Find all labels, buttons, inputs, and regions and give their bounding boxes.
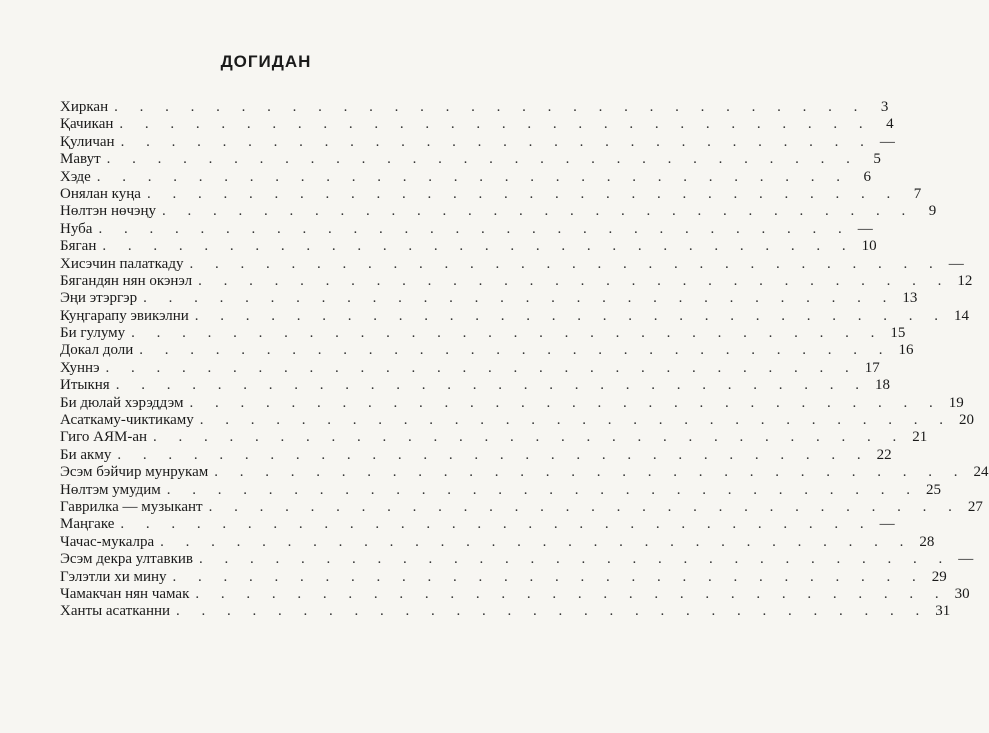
toc-entry-title: Онялан куңа <box>60 185 141 202</box>
dot-leader: . . . . . . . . . . . . . . . . . . . . . . . . . . . . . . <box>195 585 948 602</box>
toc-entry <box>60 203 937 220</box>
toc-entry-title: Би акму <box>60 446 112 463</box>
toc-entry-page: 24 <box>973 464 989 481</box>
dot-leader: . . . . . . . . . . . . . . . . . . . . . . . . . . . . . . <box>102 238 855 255</box>
dot-leader: . . . . . . . . . . . . . . . . . . . . . . . . . . . . . . <box>98 220 851 237</box>
toc-entry-page: 29 <box>931 568 947 585</box>
toc-entry-page: — <box>958 551 974 568</box>
dot-leader: . . . . . . . . . . . . . . . . . . . . . . . . . . . . . . <box>172 568 925 585</box>
toc-entry-title: Гаврилка — музыкант <box>60 498 203 515</box>
toc-entry-title: Қачикан <box>60 116 114 133</box>
toc-entry-title: Мавут <box>60 151 101 168</box>
dot-leader: . . . . . . . . . . . . . . . . . . . . . . . . . . . . . . <box>143 290 896 307</box>
toc-entry <box>60 220 873 238</box>
toc-entry <box>60 255 964 273</box>
toc-entry <box>60 238 877 255</box>
dot-leader: . . . . . . . . . . . . . . . . . . . . . . . . . . . . . . <box>194 307 948 324</box>
dot-leader: . . . . . . . . . . . . . . . . . . . . . . . . . . . . . . <box>120 516 873 533</box>
dot-leader: . . . . . . . . . . . . . . . . . . . . . . . . . . . . . . <box>208 498 961 515</box>
dot-leader: . . . . . . . . . . . . . . . . . . . . . . . . . . . . . . <box>115 377 868 394</box>
toc-entry <box>60 585 970 603</box>
toc-entry-page: 21 <box>912 429 928 446</box>
toc-entry-title: Ханты асатканни <box>60 603 171 620</box>
dot-leader: . . . . . . . . . . . . . . . . . . . . . . . . . . . . . . <box>189 394 942 411</box>
dot-leader: . . . . . . . . . . . . . . . . . . . . . . . . . . . . . . <box>162 203 915 220</box>
toc-entry-page: 7 <box>913 185 922 202</box>
toc-entry-title: Нөлтэн нөчэңу <box>60 203 156 220</box>
toc-entry-title: Чачас-мукалра <box>60 533 155 550</box>
toc-entry-page: 5 <box>873 151 881 168</box>
toc-entry <box>60 342 914 359</box>
toc-entry <box>60 307 970 325</box>
toc-entry <box>60 603 951 620</box>
toc-entry-title: Хуннэ <box>60 359 100 376</box>
toc-entry-page: 27 <box>967 498 983 515</box>
toc-entry-page: 6 <box>863 168 872 185</box>
toc-entry <box>60 99 889 116</box>
toc-entry <box>60 533 935 551</box>
toc-entry-page: 22 <box>876 446 892 463</box>
toc-entry <box>60 568 947 586</box>
toc-entry <box>60 116 894 133</box>
toc-entry-page: 31 <box>935 603 951 620</box>
toc-entry <box>60 272 973 290</box>
toc-entry <box>60 429 928 446</box>
toc-entry-page: 28 <box>919 533 935 550</box>
toc-entry-title: Хисэчин палаткаду <box>60 255 184 272</box>
toc-entry <box>60 464 989 481</box>
toc-entry-title: Итыкня <box>60 377 110 394</box>
toc-entry <box>60 168 872 186</box>
toc-entry-title: Бягандян нян окэнэл <box>60 272 193 289</box>
toc-entry <box>60 498 983 516</box>
toc-entry-title: Маңгаке <box>60 516 115 533</box>
toc-entry-title: Нөлтэм умудим <box>60 481 161 498</box>
dot-leader: . . . . . . . . . . . . . . . . . . . . . . . . . . . . . . <box>131 325 884 342</box>
toc-entry-title: Куңгарапу эвикэлни <box>60 307 189 324</box>
toc-entry-title: Би дюлай хэрэддэм <box>60 394 184 411</box>
dot-leader: . . . . . . . . . . . . . . . . . . . . . . . . . . . . . . <box>189 255 942 272</box>
toc-entry-title: Гиго АЯМ-ан <box>60 429 148 446</box>
toc-entry <box>60 551 974 568</box>
dot-leader: . . . . . . . . . . . . . . . . . . . . . . . . . . . . . . <box>119 116 872 133</box>
dot-leader: . . . . . . . . . . . . . . . . . . . . . . . . . . . . . . <box>106 151 859 168</box>
toc-entry-page: 12 <box>957 272 973 289</box>
dot-leader: . . . . . . . . . . . . . . . . . . . . . . . . . . . . . . <box>199 412 953 429</box>
toc-entry-title: Эсэм декра ултавкив <box>60 551 193 568</box>
dot-leader: . . . . . . . . . . . . . . . . . . . . . . . . . . . . . . <box>146 185 900 202</box>
toc-entry <box>60 412 975 429</box>
dot-leader: . . . . . . . . . . . . . . . . . . . . . . . . . . . . . . <box>166 481 920 498</box>
dot-leader: . . . . . . . . . . . . . . . . . . . . . . . . . . . . . . <box>96 168 850 185</box>
toc-entry-title: Эсэм бэйчир мунрукам <box>60 464 209 481</box>
toc-entry-page: 19 <box>948 394 964 411</box>
dot-leader: . . . . . . . . . . . . . . . . . . . . . . . . . . . . . . <box>214 464 967 481</box>
toc-entry-page: 10 <box>861 238 877 255</box>
toc-entry-page: — <box>857 220 873 237</box>
dot-leader: . . . . . . . . . . . . . . . . . . . . . . . . . . . . . . <box>198 272 951 289</box>
toc-entry <box>60 394 964 412</box>
toc-entry-page: 15 <box>890 325 906 342</box>
dot-leader: . . . . . . . . . . . . . . . . . . . . . . . . . . . . . . <box>153 429 906 446</box>
toc-entry-title: Хэде <box>60 168 91 185</box>
toc-entry-page: — <box>879 516 895 533</box>
toc-entry <box>60 133 895 151</box>
toc-entry <box>60 290 918 307</box>
toc-entry <box>60 516 895 533</box>
toc-entry <box>60 481 942 499</box>
toc-entry-page: 3 <box>880 99 889 115</box>
dot-leader: . . . . . . . . . . . . . . . . . . . . . . . . . . . . . . <box>105 359 858 376</box>
toc-entry-page: 17 <box>864 359 880 376</box>
toc-entry-page: 30 <box>954 585 970 602</box>
dot-leader: . . . . . . . . . . . . . . . . . . . . . . . . . . . . . . <box>160 533 913 550</box>
toc-entry-page: 25 <box>926 481 942 498</box>
dot-leader: . . . . . . . . . . . . . . . . . . . . . . . . . . . . . . <box>176 603 929 620</box>
toc-entry <box>60 446 892 464</box>
toc-entry-title: Асаткаму-чиктикаму <box>60 412 194 429</box>
toc-entry-title: Қуличан <box>60 133 115 150</box>
toc-entry-page: 13 <box>902 290 918 307</box>
toc-entry-page: 20 <box>959 412 975 429</box>
dot-leader: . . . . . . . . . . . . . . . . . . . . . . . . . . . . . . <box>139 342 892 359</box>
toc-entry-title: Гэлэтли хи мину <box>60 568 167 585</box>
toc-entry <box>60 185 922 203</box>
toc-entry-title: Би гулуму <box>60 325 126 342</box>
toc-entry <box>60 377 890 394</box>
table-of-contents <box>60 99 989 621</box>
toc-entry-title: Бяган <box>60 238 97 255</box>
toc-entry-title: Эңи этэргэр <box>60 290 138 307</box>
toc-entry-title: Хиркан <box>60 99 109 115</box>
toc-entry <box>60 359 880 377</box>
toc-entry-page: — <box>948 255 964 272</box>
toc-entry-title: Нуба <box>60 220 93 237</box>
dot-leader: . . . . . . . . . . . . . . . . . . . . . . . . . . . . . . <box>198 551 952 568</box>
toc-entry-page: — <box>879 133 895 150</box>
toc-entry-page: 4 <box>886 116 894 133</box>
dot-leader: . . . . . . . . . . . . . . . . . . . . . . . . . . . . . . <box>117 446 870 463</box>
toc-entry-page: 16 <box>898 342 914 359</box>
toc-entry-page: 18 <box>874 377 890 394</box>
toc-entry-title: Чамакчан нян чамак <box>60 585 190 602</box>
dot-leader: . . . . . . . . . . . . . . . . . . . . . . . . . . . . . . <box>114 99 867 115</box>
toc-entry <box>60 151 881 168</box>
dot-leader: . . . . . . . . . . . . . . . . . . . . . . . . . . . . . . <box>120 133 873 150</box>
toc-entry-page: 9 <box>928 203 937 220</box>
toc-entry <box>60 325 906 342</box>
toc-entry-title: Докал доли <box>60 342 134 359</box>
toc-entry-page: 14 <box>954 307 970 324</box>
page-title: ДОГИДАН <box>220 52 312 71</box>
